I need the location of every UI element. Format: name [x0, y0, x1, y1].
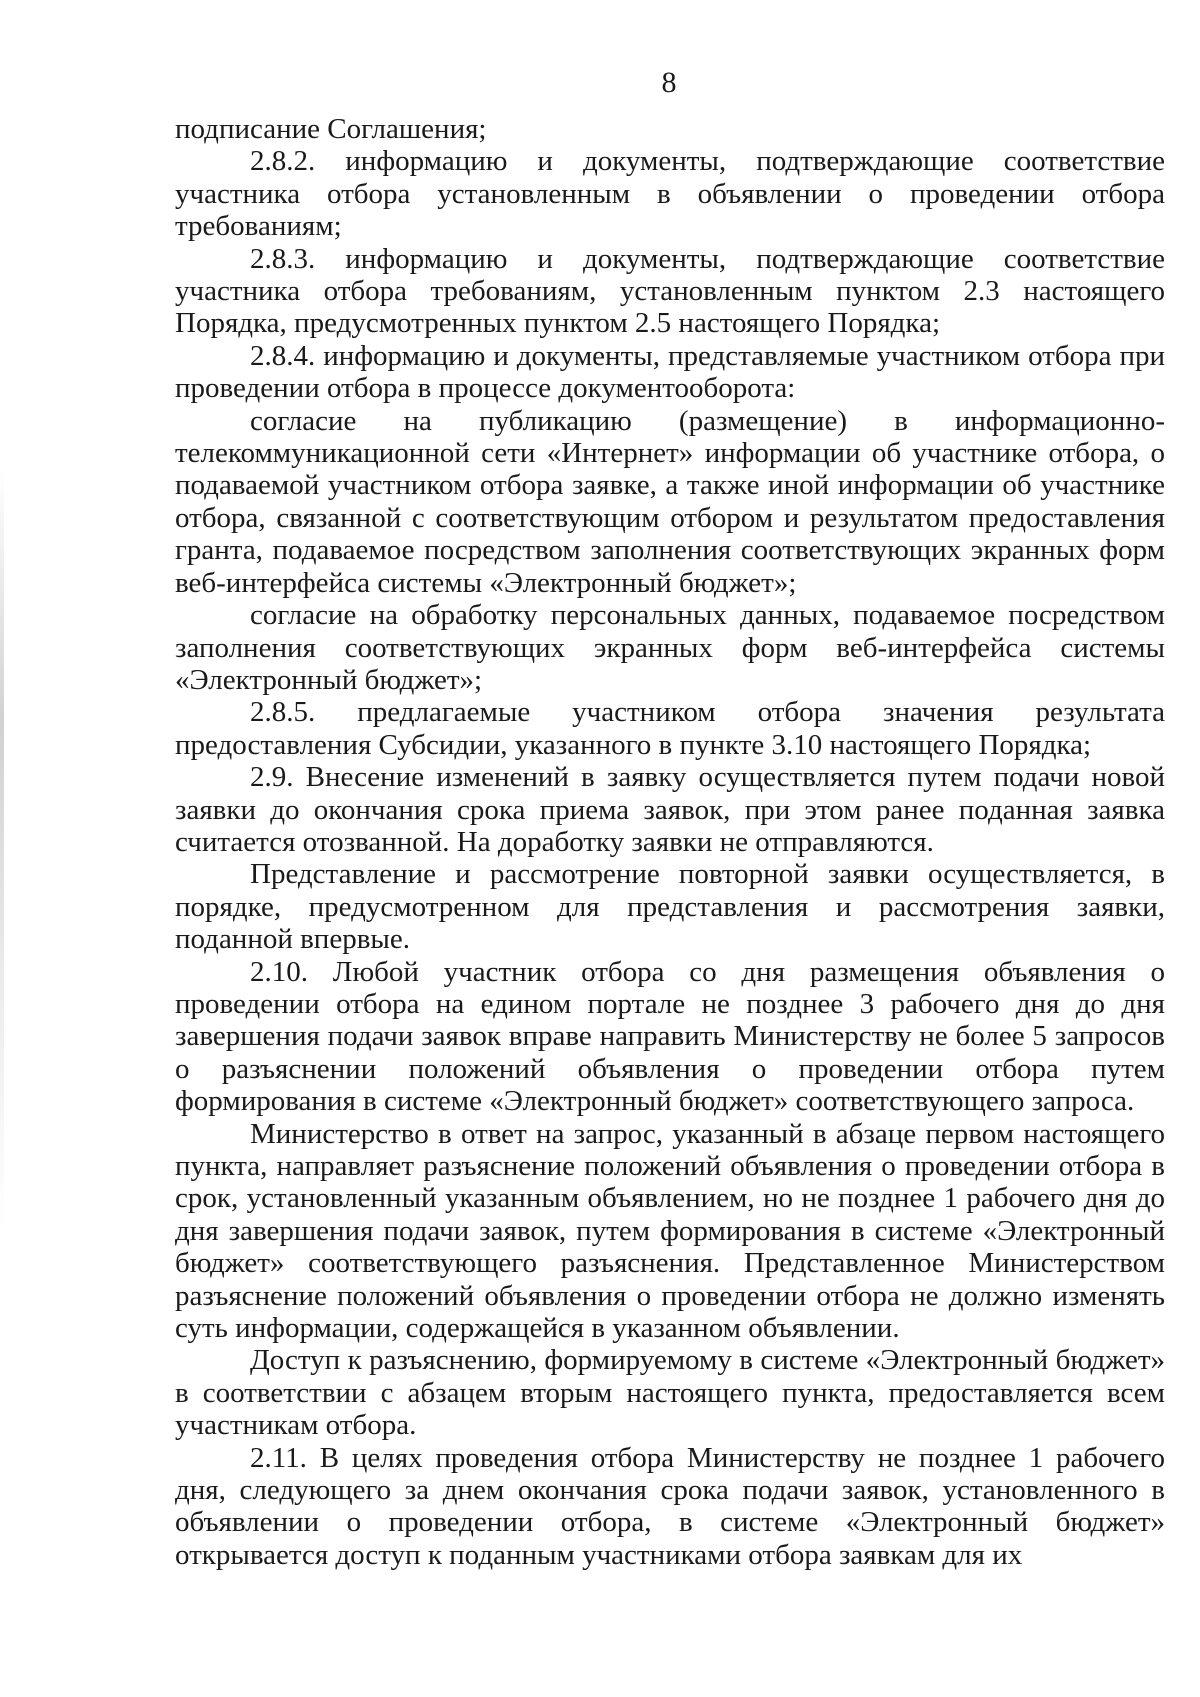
paragraph-2-11: 2.11. В целях проведения отбора Министерству не позднее 1 рабочего дня, следующего за днем окончания срока подачи заявок, установленного в объявлении о проведении отбора, в системе «Электронный бюджет» открывается доступ к поданным участниками отбора заявкам для их — [175, 1441, 1165, 1571]
paragraph-2-9: 2.9. Внесение изменений в заявку осуществляется путем подачи новой заявки до окончания срока приема заявок, при этом ранее поданная заявка считается отозванной. На доработку заявки не отправляются. — [175, 761, 1165, 858]
paragraph-2-8-3: 2.8.3. информацию и документы, подтверждающие соответствие участника отбора требованиям, установленным пунктом 2.3 настоящего Порядка, предусмотренных пунктом 2.5 настоящего Порядка; — [175, 242, 1165, 340]
document-body — [175, 113, 1165, 1571]
paragraph-2-8-5: 2.8.5. предлагаемые участником отбора значения результата предоставления Субсидии, указанного в пункте 3.10 настоящего Порядка; — [175, 696, 1165, 761]
paragraph-2-8-4: 2.8.4. информацию и документы, представляемые участником отбора при проведении отбора в процессе документооборота: — [175, 339, 1165, 405]
scan-edge-shadow — [0, 470, 4, 1230]
paragraph-signing: подписание Соглашения; — [175, 113, 487, 145]
paragraph-consent-personal-data: согласие на обработку персональных данных, подаваемое посредством заполнения соответствующих экранных форм веб-интерфейса системы «Электронный бюджет»; — [175, 599, 1165, 696]
paragraph-2-10: 2.10. Любой участник отбора со дня размещения объявления о проведении отбора на едином портале не позднее 3 рабочего дня до дня завершения подачи заявок вправе направить Министерству не более 5 запросов о разъяснении положений объявления о проведении отбора путем формирования в системе «Электронный бюджет» соответствующего запроса. — [175, 955, 1165, 1118]
paragraph-ministry-response: Министерство в ответ на запрос, указанный в абзаце первом настоящего пункта, направляет разъяснение положений объявления о проведении отбора в срок, установленный указанным объявлением, но не позднее 1 рабочего дня до дня завершения подачи заявок, путем формирования в системе «Электронный бюджет» соответствующего разъяснения. Представленное Министерством разъяснение положений объявления о проведении отбора не должно изменять суть информации, содержащейся в указанном объявлении. — [175, 1117, 1165, 1345]
paragraph-access-clarification: Доступ к разъяснению, формируемому в системе «Электронный бюджет» в соответствии с абзацем вторым настоящего пункта, предоставляется всем участникам отбора. — [175, 1344, 1165, 1442]
page-number: 8 — [661, 66, 677, 99]
paragraph-consent-publication: согласие на публикацию (размещение) в информационно-телекоммуникационной сети «Интернет» информации об участнике отбора, о подаваемой участником отбора заявке, а также иной информации об участнике отбора, связанной с соответствующим отбором и результатом предоставления гранта, подаваемое посредством заполнения соответствующих экранных форм веб-интерфейса системы «Электронный бюджет»; — [175, 404, 1165, 599]
paragraph-repeat-application: Представление и рассмотрение повторной заявки осуществляется, в порядке, предусмотренном для представления и рассмотрения заявки, поданной впервые. — [175, 858, 1165, 956]
paragraph-2-8-2: 2.8.2. информацию и документы, подтверждающие соответствие участника отбора установленным в объявлении о проведении отбора требованиям; — [175, 145, 1165, 243]
